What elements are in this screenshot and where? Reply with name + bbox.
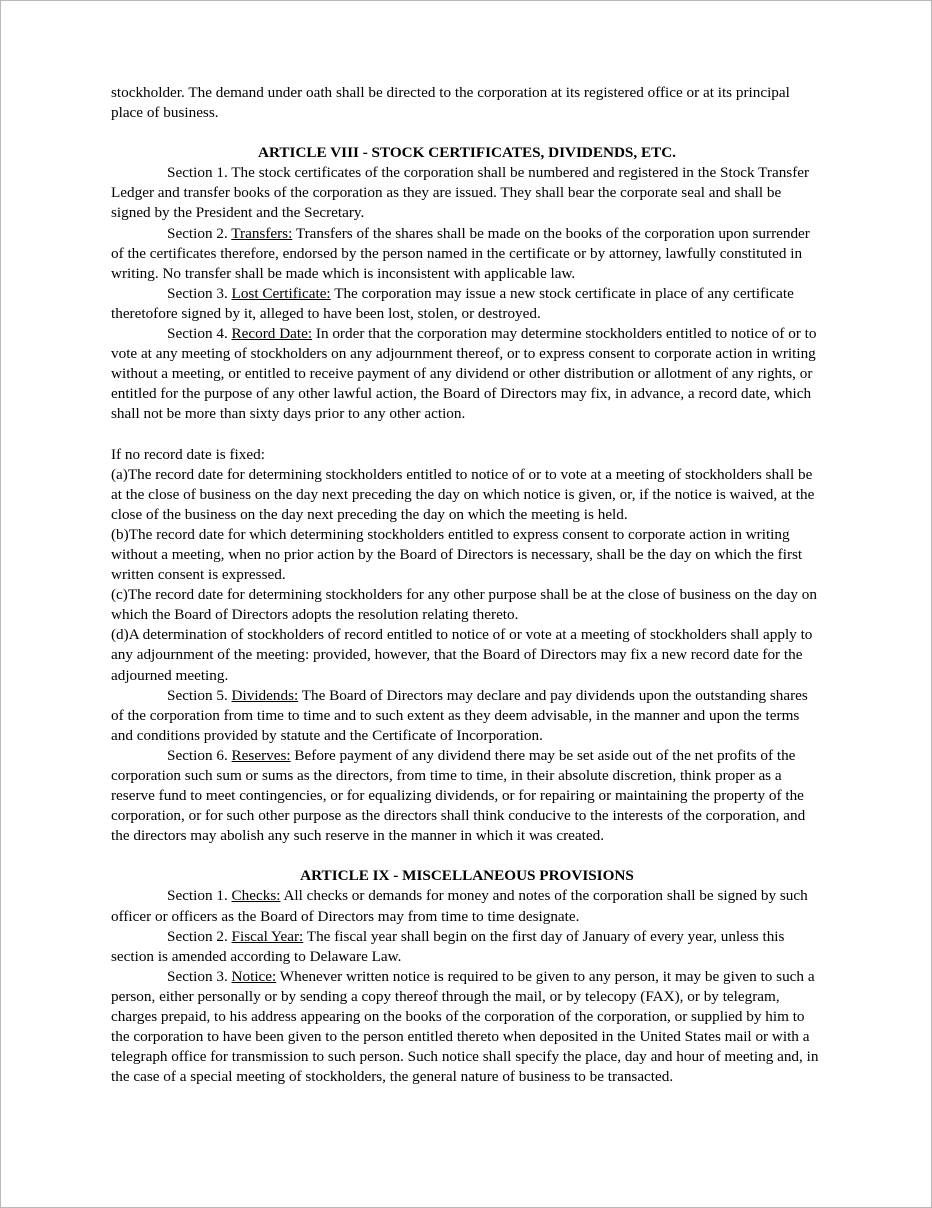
article-viii-section-3 [111, 284, 823, 324]
paragraph-top: stockholder. The demand under oath shall be directed to the corporation at its registered office or at its principal place of business. [111, 84, 790, 122]
section-title: Lost Certificate: [231, 284, 331, 302]
section-text: Transfers of the shares shall be made on the books of the corporation upon surrender of the certificates therefore, endorsed by the person named in the certificate or by attorney, lawfully constituted in writing. No transfer shall be made which is inconsistent with applicable law. [111, 224, 810, 282]
section-label: Section 1. [167, 887, 228, 905]
spacer [111, 846, 823, 866]
record-date-item-d: (d)A determination of stockholders of record entitled to notice of or vote at a meeting of stockholders shall apply to any adjournment of the meeting: provided, however, that the Board of Directors may fix a new record date for the adjourned meeting. [111, 626, 813, 684]
section-title: Dividends: [231, 686, 299, 704]
section-text: Before payment of any dividend there may be set aside out of the net profits of the corporation such sum or sums as the directors, from time to time, in their absolute discretion, think proper as a reserve fund to meet contingencies, or for equalizing dividends, or for repairing or maintaining the property of the corporation, or for such other purpose as the directors shall think conducive to the interests of the corporation, and the directors may abolish any such reserve in the manner in which it was created. [111, 746, 806, 845]
section-text: In order that the corporation may determine stockholders entitled to notice of or to vote at any meeting of stockholders on any adjournment thereof, or to express consent to corporate action in writing without a meeting, or entitled to receive payment of any dividend or other distribution or allotment of any rights, or entitled for the purpose of any other lawful action, the Board of Directors may fix, in advance, a record date, which shall not be more than sixty days prior to any other action. [111, 325, 817, 423]
section-title: Reserves: [231, 746, 291, 764]
record-date-item-a: (a)The record date for determining stockholders entitled to notice of or to vote at a meeting of stockholders shall be at the close of business on the day next preceding the day on which notice is given, or, if the notice is waived, at the close of the business on the day next preceding the day on which the meeting is held. [111, 465, 815, 523]
spacer [111, 123, 823, 143]
section-label: Section 4. [167, 325, 228, 343]
section-title: Transfers: [231, 224, 293, 242]
section-text: The fiscal year shall begin on the first day of January of every year, unless this section is amended according to Delaware Law. [111, 927, 785, 965]
section-text: All checks or demands for money and notes of the corporation shall be signed by such officer or officers as the Board of Directors may from time to time designate. [111, 887, 808, 925]
section-label: Section 3. [167, 967, 228, 985]
record-date-intro: If no record date is fixed: [111, 445, 265, 463]
section-title: Notice: [231, 967, 277, 985]
section-label: Section 2. [167, 927, 228, 945]
section-label: Section 2. [167, 224, 228, 242]
article-viii-section-1 [111, 163, 823, 223]
article-viii-section-4 [111, 324, 823, 424]
article-ix-section-3 [111, 967, 823, 1088]
record-date-item-c: (c)The record date for determining stockholders for any other purpose shall be at the close of business on the day on which the Board of Directors adopts the resolution relating thereto. [111, 586, 817, 624]
section-label: Section 3. [167, 284, 228, 302]
section-label: Section 6. [167, 746, 228, 764]
article-ix-heading: ARTICLE IX - MISCELLANEOUS PROVISIONS [300, 867, 634, 885]
section-title: Fiscal Year: [231, 927, 304, 945]
section-label: Section 1. [167, 164, 228, 182]
section-text: Whenever written notice is required to be given to any person, it may be given to such a person, either personally or by sending a copy thereof through the mail, or by telecopy (FAX), or by telegram, charges prepaid, to his address appearing on the books of the corporation of the corporation, or supplied by him to the corporation to have been given to the person entitled thereto when deposited in the United States mail or with a telegraph office for transmission to such person. Such notice shall specify the place, day and hour of meeting and, in the case of a special meeting of stockholders, the general nature of business to be transacted. [111, 967, 819, 1086]
document-body [111, 83, 823, 1087]
spacer [111, 425, 823, 445]
record-date-item-b: (b)The record date for which determining stockholders entitled to express consent to corporate action in writing without a meeting, when no prior action by the Board of Directors is necessary, shall be the day on which the first written consent is expressed. [111, 525, 803, 584]
article-viii-section-2 [111, 224, 823, 284]
section-text: The Board of Directors may declare and pay dividends upon the outstanding shares of the corporation from time to time and to such extent as they deem advisable, in the manner and upon the terms and conditions provided by statute and the Certificate of Incorporation. [111, 686, 808, 744]
article-viii-section-5 [111, 686, 823, 746]
article-ix-section-1 [111, 886, 823, 926]
article-viii-heading: ARTICLE VIII - STOCK CERTIFICATES, DIVIDENDS, ETC. [258, 144, 676, 162]
section-text: The corporation may issue a new stock certificate in place of any certificate theretofore signed by it, alleged to have been lost, stolen, or destroyed. [111, 284, 794, 322]
section-title: Record Date: [231, 325, 313, 343]
section-label: Section 5. [167, 686, 228, 704]
section-text: The stock certificates of the corporation shall be numbered and registered in the Stock Transfer Ledger and transfer books of the corporation as they are issued. They shall bear the corporate seal and shall be signed by the President and the Secretary. [111, 164, 810, 222]
section-title: Checks: [231, 887, 281, 905]
article-ix-section-2 [111, 927, 823, 967]
article-viii-section-6 [111, 746, 823, 846]
